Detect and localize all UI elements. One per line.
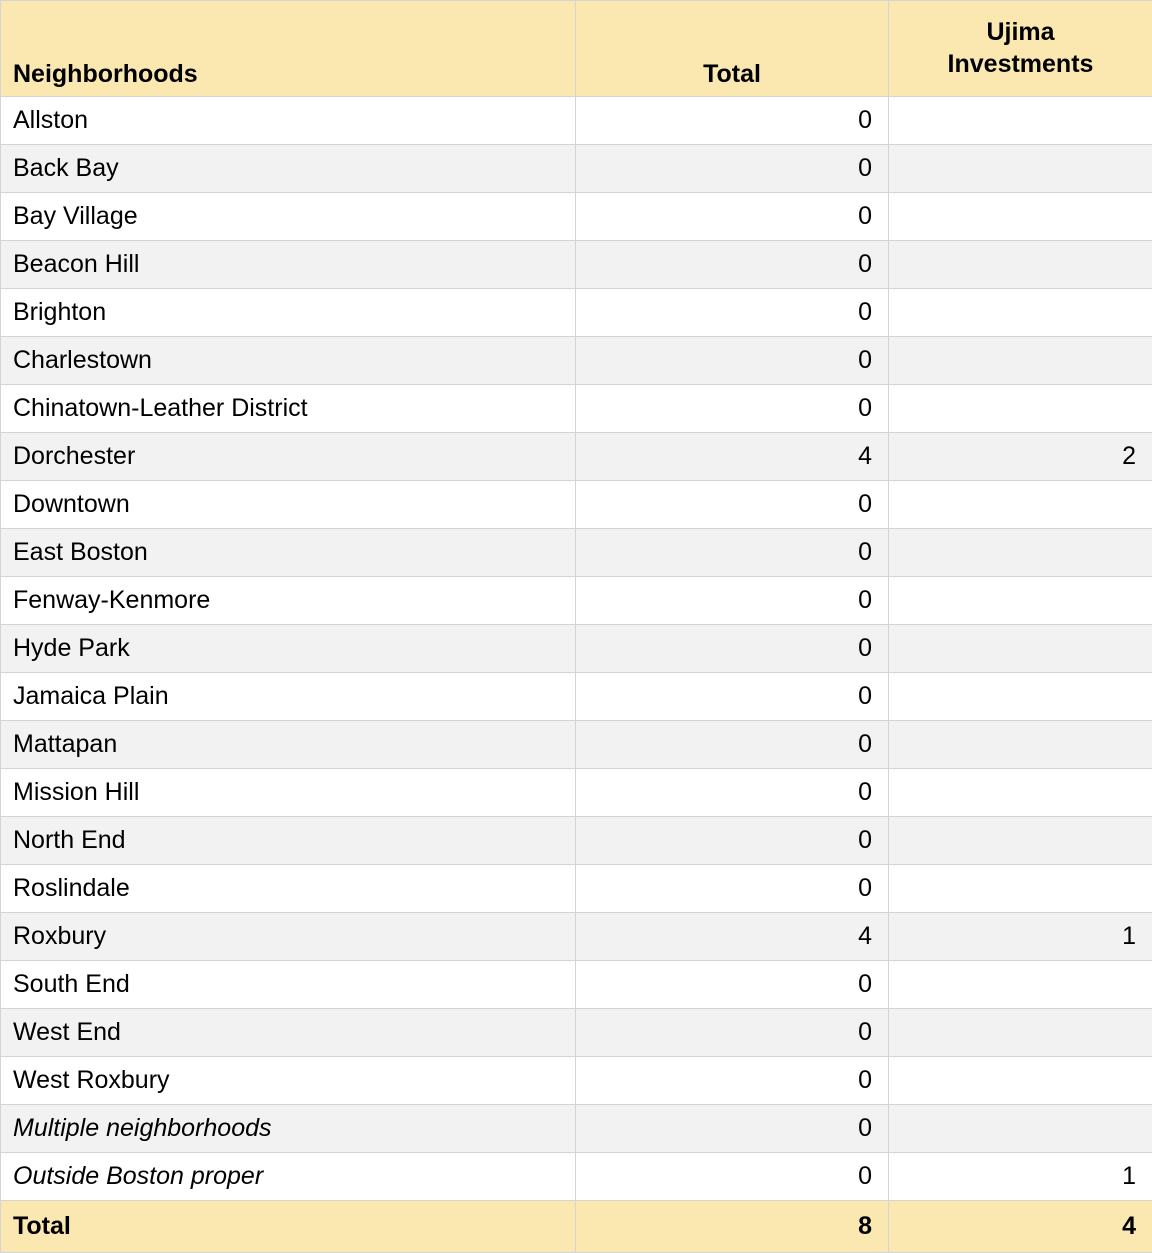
cell-neighborhood: Mattapan bbox=[1, 721, 576, 769]
cell-total: 0 bbox=[576, 817, 889, 865]
footer-ujima-value: 4 bbox=[889, 1201, 1152, 1253]
cell-neighborhood: Hyde Park bbox=[1, 625, 576, 673]
table-row bbox=[1, 289, 1152, 337]
cell-neighborhood: Bay Village bbox=[1, 193, 576, 241]
table-row bbox=[1, 769, 1152, 817]
cell-ujima-investments bbox=[889, 1057, 1152, 1105]
cell-neighborhood: West End bbox=[1, 1009, 576, 1057]
table-row bbox=[1, 1105, 1152, 1153]
cell-total: 0 bbox=[576, 97, 889, 145]
cell-total: 0 bbox=[576, 577, 889, 625]
table-row bbox=[1, 961, 1152, 1009]
cell-ujima-investments bbox=[889, 769, 1152, 817]
cell-total: 0 bbox=[576, 1009, 889, 1057]
cell-ujima-investments bbox=[889, 1105, 1152, 1153]
footer-total-value: 8 bbox=[576, 1201, 889, 1253]
cell-ujima-investments bbox=[889, 721, 1152, 769]
cell-ujima-investments bbox=[889, 577, 1152, 625]
table-row bbox=[1, 337, 1152, 385]
cell-ujima-investments bbox=[889, 337, 1152, 385]
cell-total: 0 bbox=[576, 1153, 889, 1201]
table-row bbox=[1, 97, 1152, 145]
cell-neighborhood: Roslindale bbox=[1, 865, 576, 913]
cell-ujima-investments bbox=[889, 145, 1152, 193]
cell-neighborhood: Downtown bbox=[1, 481, 576, 529]
column-header-ujima-line1: Ujima bbox=[901, 17, 1140, 48]
cell-ujima-investments bbox=[889, 817, 1152, 865]
cell-total: 0 bbox=[576, 961, 889, 1009]
cell-total: 0 bbox=[576, 529, 889, 577]
column-header-ujima-investments bbox=[889, 1, 1152, 97]
cell-total: 0 bbox=[576, 145, 889, 193]
cell-ujima-investments bbox=[889, 241, 1152, 289]
cell-total: 0 bbox=[576, 769, 889, 817]
cell-neighborhood: Dorchester bbox=[1, 433, 576, 481]
cell-total: 0 bbox=[576, 721, 889, 769]
table-row bbox=[1, 721, 1152, 769]
table-row bbox=[1, 385, 1152, 433]
table-footer-row bbox=[1, 1201, 1152, 1253]
cell-ujima-investments bbox=[889, 289, 1152, 337]
cell-total: 0 bbox=[576, 193, 889, 241]
cell-neighborhood: Multiple neighborhoods bbox=[1, 1105, 576, 1153]
cell-ujima-investments: 1 bbox=[889, 913, 1152, 961]
cell-ujima-investments bbox=[889, 97, 1152, 145]
cell-ujima-investments bbox=[889, 529, 1152, 577]
cell-ujima-investments bbox=[889, 625, 1152, 673]
cell-total: 0 bbox=[576, 1057, 889, 1105]
column-header-neighborhoods: Neighborhoods bbox=[1, 1, 576, 97]
cell-ujima-investments bbox=[889, 385, 1152, 433]
table-row bbox=[1, 1057, 1152, 1105]
table-header bbox=[1, 1, 1152, 97]
cell-neighborhood: Chinatown-Leather District bbox=[1, 385, 576, 433]
table-row bbox=[1, 193, 1152, 241]
table-row bbox=[1, 577, 1152, 625]
cell-total: 0 bbox=[576, 625, 889, 673]
table-footer bbox=[1, 1201, 1152, 1253]
cell-ujima-investments bbox=[889, 673, 1152, 721]
table-row bbox=[1, 865, 1152, 913]
cell-neighborhood: Charlestown bbox=[1, 337, 576, 385]
cell-ujima-investments bbox=[889, 481, 1152, 529]
cell-ujima-investments: 1 bbox=[889, 1153, 1152, 1201]
cell-neighborhood: Allston bbox=[1, 97, 576, 145]
cell-total: 0 bbox=[576, 289, 889, 337]
cell-neighborhood: Jamaica Plain bbox=[1, 673, 576, 721]
table-row bbox=[1, 529, 1152, 577]
cell-total: 0 bbox=[576, 241, 889, 289]
table-row bbox=[1, 913, 1152, 961]
table-row bbox=[1, 433, 1152, 481]
table-row bbox=[1, 145, 1152, 193]
cell-neighborhood: Outside Boston proper bbox=[1, 1153, 576, 1201]
cell-total: 0 bbox=[576, 385, 889, 433]
table-row bbox=[1, 625, 1152, 673]
cell-total: 4 bbox=[576, 433, 889, 481]
table-row bbox=[1, 817, 1152, 865]
table-row bbox=[1, 1009, 1152, 1057]
cell-ujima-investments bbox=[889, 961, 1152, 1009]
cell-total: 0 bbox=[576, 337, 889, 385]
cell-ujima-investments bbox=[889, 865, 1152, 913]
cell-ujima-investments: 2 bbox=[889, 433, 1152, 481]
cell-neighborhood: West Roxbury bbox=[1, 1057, 576, 1105]
cell-ujima-investments bbox=[889, 193, 1152, 241]
table-body bbox=[1, 97, 1152, 1201]
cell-ujima-investments bbox=[889, 1009, 1152, 1057]
table-header-row bbox=[1, 1, 1152, 97]
cell-neighborhood: Mission Hill bbox=[1, 769, 576, 817]
table-row bbox=[1, 1153, 1152, 1201]
cell-neighborhood: Beacon Hill bbox=[1, 241, 576, 289]
footer-label: Total bbox=[1, 1201, 576, 1253]
cell-neighborhood: Back Bay bbox=[1, 145, 576, 193]
table-row bbox=[1, 481, 1152, 529]
cell-neighborhood: North End bbox=[1, 817, 576, 865]
cell-total: 0 bbox=[576, 1105, 889, 1153]
cell-total: 0 bbox=[576, 865, 889, 913]
column-header-total: Total bbox=[576, 1, 889, 97]
cell-total: 0 bbox=[576, 673, 889, 721]
table-row bbox=[1, 241, 1152, 289]
column-header-ujima-line2: Investments bbox=[901, 49, 1140, 80]
cell-neighborhood: South End bbox=[1, 961, 576, 1009]
cell-total: 0 bbox=[576, 481, 889, 529]
cell-neighborhood: Brighton bbox=[1, 289, 576, 337]
table-row bbox=[1, 673, 1152, 721]
cell-neighborhood: East Boston bbox=[1, 529, 576, 577]
cell-neighborhood: Roxbury bbox=[1, 913, 576, 961]
cell-total: 4 bbox=[576, 913, 889, 961]
cell-neighborhood: Fenway-Kenmore bbox=[1, 577, 576, 625]
